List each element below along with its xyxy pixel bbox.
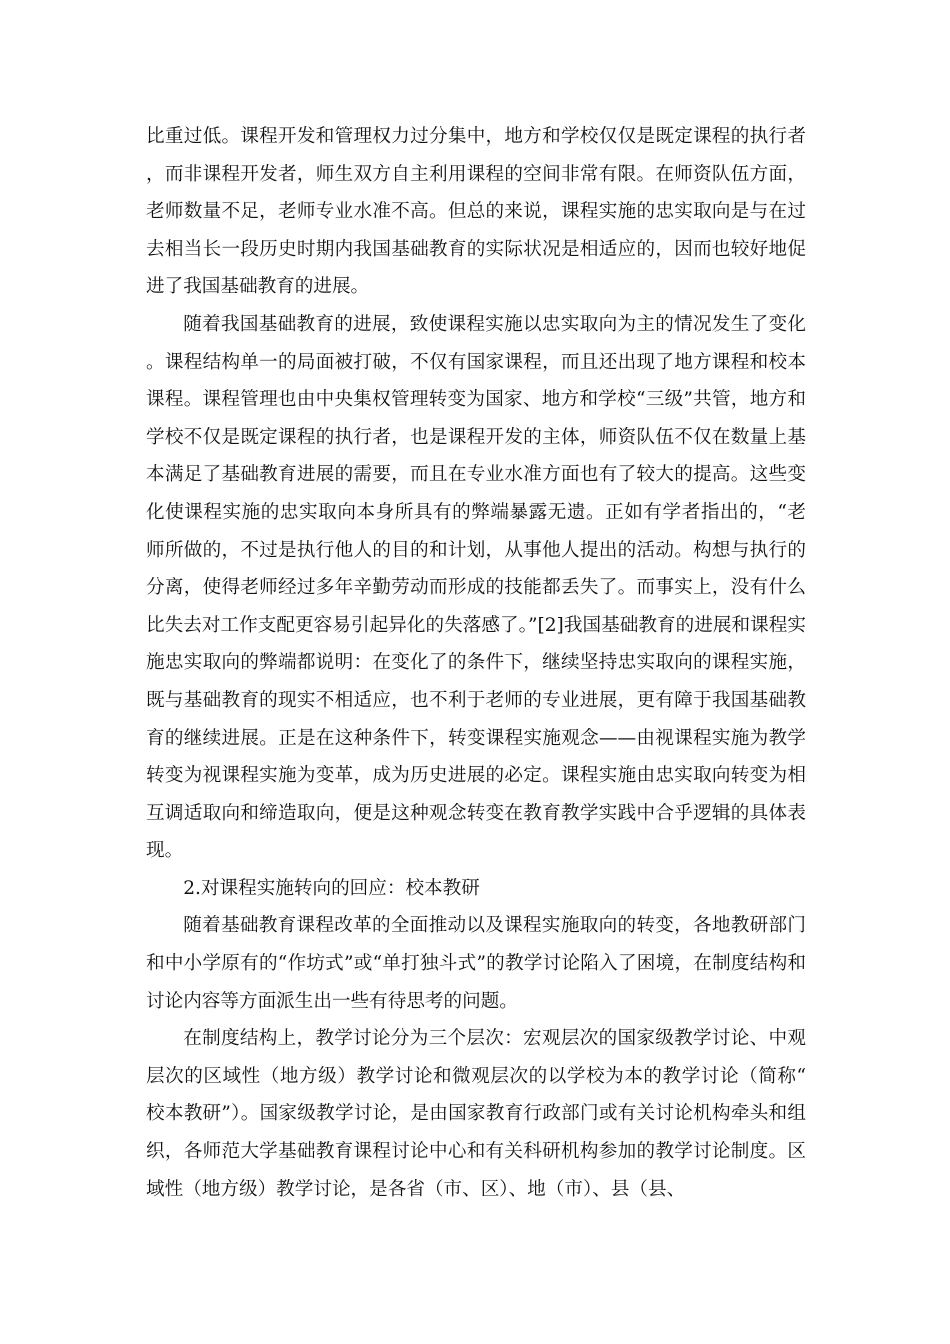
section-heading-school-based-research: 2.对课程实施转向的回应：校本教研 <box>183 877 480 899</box>
paragraph-curriculum-change: 随着我国基础教育的进展，致使课程实施以忠实取向为主的情况发生了变化。课程结构单一的局面被打破，不仅有国家课程，而且还出现了地方课程和校本课程。课程管理也由中央集权管理转变为国家、地方和学校“三级”共管，地方和学校不仅是既定课程的执行者，也是课程开发的主体，师资队伍不仅在数量上基本满足了基础教育进展的需要，而且在专业水准方面也有了较大的提高。这些变化使课程实施的忠实取向本身所具有的弊端暴露无遗。正如有学者指出的，“老师所做的，不过是执行他人的目的和计划，从事他人提出的活动。构想与执行的分离，使得老师经过多年辛勤劳动而形成的技能都丢失了。而事实上，没有什么比失去对工作支配更容易引起异化的失落感了。”[2]我国基础教育的进展和课程实施忠实取向的弊端都说明：在变化了的条件下，继续坚持忠实取向的课程实施，既与基础教育的现实不相适应，也不利于老师的专业进展，更有障于我国基础教育的继续进展。正是在这种条件下，转变课程实施观念——由视课程实施为教学转变为视课程实施为变革，成为历史进展的必定。课程实施由忠实取向转变为相互调适取向和缔造取向，便是这种观念转变在教育教学实践中合乎逻辑的具体表现。 <box>146 313 806 862</box>
paragraph-continuation: 比重过低。课程开发和管理权力过分集中，地方和学校仅仅是既定课程的执行者，而非课程开发者，师生双方自主利用课程的空间非常有限。在师资队伍方面，老师数量不足，老师专业水准不高。但总的来说，课程实施的忠实取向是与在过去相当长一段历史时期内我国基础教育的实际状况是相适应的，因而也较好地促进了我国基础教育的进展。 <box>146 126 806 298</box>
paragraph-teaching-research-dilemma: 随着基础教育课程改革的全面推动以及课程实施取向的转变，各地教研部门和中小学原有的“作坊式”或“单打独斗式”的教学讨论陷入了困境，在制度结构和讨论内容等方面派生出一些有待思考的问题。 <box>146 915 806 1012</box>
document-page <box>146 118 806 1208</box>
paragraph-institutional-structure: 在制度结构上，教学讨论分为三个层次：宏观层次的国家级教学讨论、中观层次的区域性（地方级）教学讨论和微观层次的以学校为本的教学讨论（简称“校本教研”）。国家级教学讨论，是由国家教育行政部门或有关讨论机构牵头和组织，各师范大学基础教育课程讨论中心和有关科研机构参加的教学讨论制度。区域性（地方级）教学讨论，是各省（市、区）、地（市）、县（县、 <box>146 1028 806 1200</box>
